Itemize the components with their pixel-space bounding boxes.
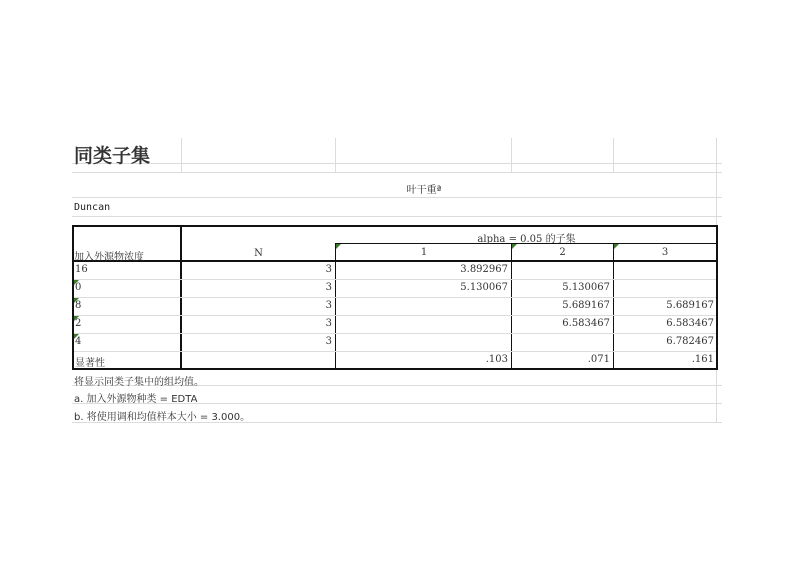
sig-subset-2: .071 [587,354,610,365]
gridline [72,197,722,198]
row-subset-3: 6.583467 [666,318,714,329]
table-rule [72,260,718,262]
page-title: 同类子集 [74,145,151,167]
sig-label: 显著性 [75,358,105,369]
row-subset-1: 3.892967 [460,264,508,275]
row-label: 0 [75,282,82,293]
row-rule [74,279,716,280]
row-rule [74,351,716,352]
footnote: 将显示同类子集中的组均值。 [74,377,204,388]
cell-marker [336,244,341,249]
gridline [181,138,182,172]
header-row-label: 加入外源物浓度 [74,252,144,263]
gridline [335,138,336,172]
row-rule [74,333,716,334]
row-label: 16 [75,264,88,275]
cell-marker [512,244,517,249]
row-subset-2: 5.689167 [562,300,610,311]
header-subset-1: 1 [420,247,428,258]
row-subset-2: 5.130067 [562,282,610,293]
sig-subset-1: .103 [485,354,508,365]
gridline [72,216,722,217]
header-subset-2: 2 [559,247,566,258]
gridline [72,172,722,173]
sig-subset-3: .161 [691,354,714,365]
method-label: Duncan [74,202,111,213]
gridline [511,138,512,172]
row-subset-1: 5.130067 [460,282,508,293]
row-subset-2: 6.583467 [562,318,610,329]
row-n: 3 [325,282,332,293]
row-rule [74,297,716,298]
footnote-a: a. 加入外源物种类 = EDTA [74,394,198,405]
row-subset-3: 5.689167 [666,300,714,311]
header-subset-3: 3 [661,247,669,258]
row-n: 3 [325,300,332,311]
table-subtitle: 叶干重ª [406,185,442,196]
row-subset-3: 6.782467 [666,336,714,347]
row-n: 3 [325,264,332,275]
row-rule [74,315,716,316]
row-label: 4 [75,336,82,347]
header-n: N [254,248,263,259]
row-n: 3 [325,336,332,347]
footnote-b: b. 将使用调和均值样本大小 = 3.000。 [74,412,251,423]
gridline [72,163,722,164]
row-label: 8 [75,300,82,311]
row-n: 3 [325,318,332,329]
cell-marker [614,244,619,249]
row-label: 2 [75,318,82,329]
gridline [613,138,614,172]
header-subset-group: alpha = 0.05 的子集 [477,234,576,245]
